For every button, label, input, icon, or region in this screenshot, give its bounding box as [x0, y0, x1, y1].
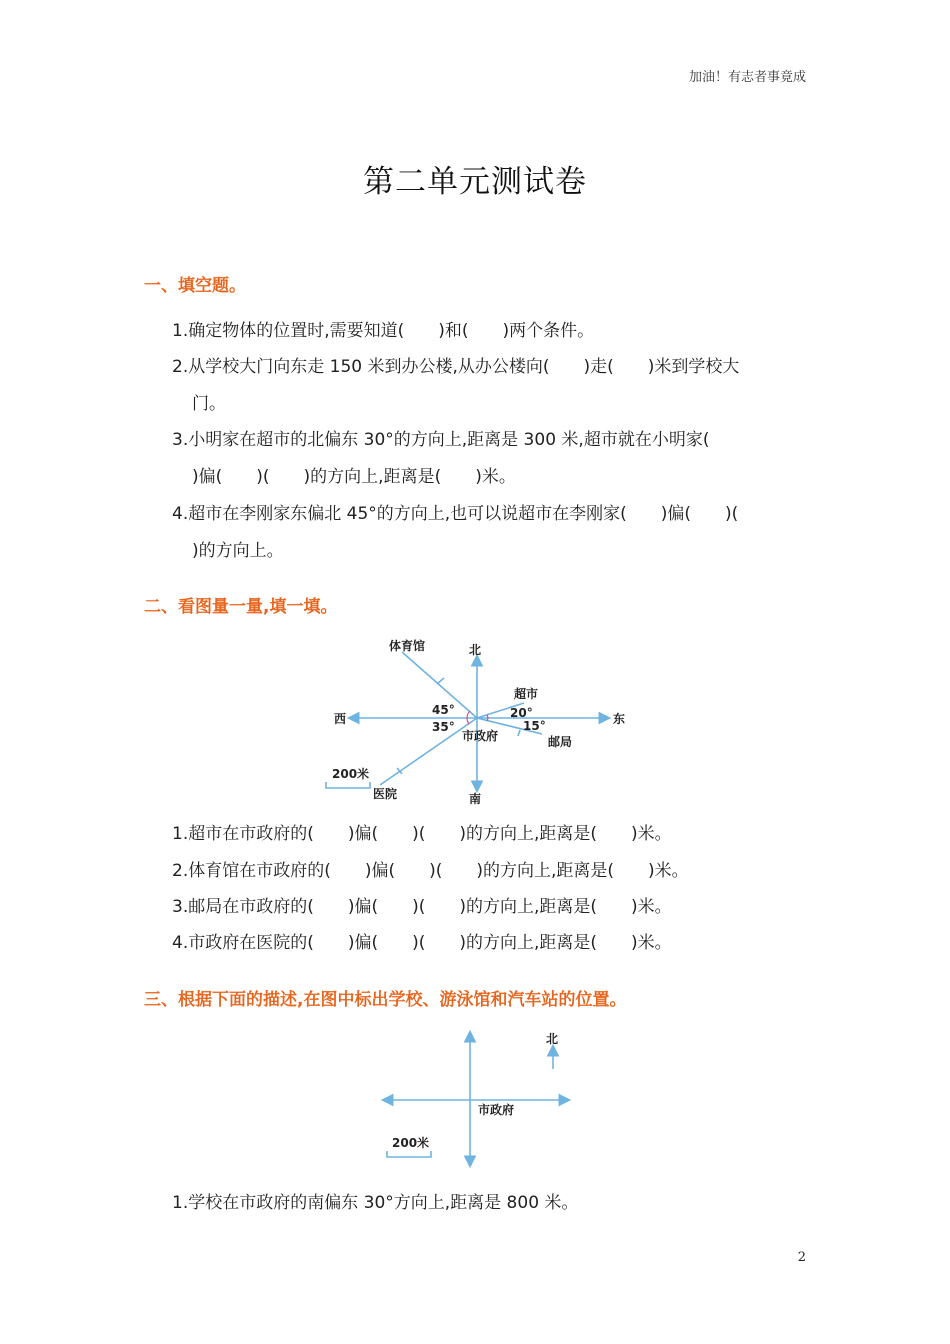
s2-question-4: 4.市政府在医院的( )偏( )( )的方向上,距离是( )米。 — [172, 933, 672, 953]
label-south: 南 — [469, 792, 482, 806]
angle-supermarket: 20° — [510, 706, 533, 720]
label-west: 西 — [334, 712, 347, 726]
angle-hospital: 35° — [432, 720, 455, 734]
label-north-2: 北 — [546, 1032, 559, 1046]
s1-question-4-line2: )的方向上。 — [192, 541, 284, 561]
label-hospital: 医院 — [373, 787, 398, 801]
label-post-office: 邮局 — [548, 735, 573, 749]
page-number: 2 — [797, 1250, 806, 1265]
s1-question-2 — [172, 349, 739, 423]
label-center: 市政府 — [462, 729, 499, 743]
s2-question-3: 3.邮局在市政府的( )偏( )( )的方向上,距离是( )米。 — [172, 897, 672, 917]
label-gym: 体育馆 — [389, 639, 426, 653]
s2-question-2: 2.体育馆在市政府的( )偏( )( )的方向上,距离是( )米。 — [172, 861, 689, 881]
s1-question-2-line1: 2.从学校大门向东走 150 米到办公楼,从办公楼向( )走( )米到学校大 — [172, 357, 740, 377]
label-east: 东 — [613, 712, 626, 726]
header-note: 加油！有志者事竟成 — [688, 70, 806, 85]
s1-question-3-line1: 3.小明家在超市的北偏东 30°的方向上,距离是 300 米,超市就在小明家( — [172, 430, 744, 450]
s1-question-3 — [172, 422, 743, 496]
scale-bar-2 — [387, 1151, 431, 1157]
s1-question-3-line2: )偏( )( )的方向上,距离是( )米。 — [192, 467, 516, 487]
s2-question-1: 1.超市在市政府的( )偏( )( )的方向上,距离是( )米。 — [172, 824, 672, 844]
section-2-title: 二、看图量一量,填一填。 — [144, 597, 338, 617]
label-north: 北 — [469, 643, 482, 657]
scale-label: 200米 — [332, 767, 370, 781]
section-3-title: 三、根据下面的描述,在图中标出学校、游泳馆和汽车站的位置。 — [144, 990, 627, 1010]
angle-gym: 45° — [432, 703, 455, 717]
scale-bar — [326, 782, 370, 788]
direction-diagram-2 — [370, 1025, 590, 1175]
section-1-title: 一、填空题。 — [144, 276, 246, 296]
label-supermarket: 超市 — [514, 687, 539, 701]
s1-question-4-line1: 4.超市在李刚家东偏北 45°的方向上,也可以说超市在李刚家( )偏( )( — [172, 504, 739, 524]
label-center-2: 市政府 — [478, 1103, 515, 1117]
s1-question-2-line2: 门。 — [192, 394, 226, 414]
direction-diagram-1 — [320, 630, 640, 810]
scale-label-2: 200米 — [392, 1136, 430, 1150]
s1-question-4 — [172, 496, 738, 570]
page-title: 第二单元测试卷 — [363, 164, 587, 200]
angle-post: 15° — [523, 719, 546, 733]
s1-question-1: 1.确定物体的位置时,需要知道( )和( )两个条件。 — [172, 321, 595, 341]
s3-question-1: 1.学校在市政府的南偏东 30°方向上,距离是 800 米。 — [172, 1193, 579, 1213]
